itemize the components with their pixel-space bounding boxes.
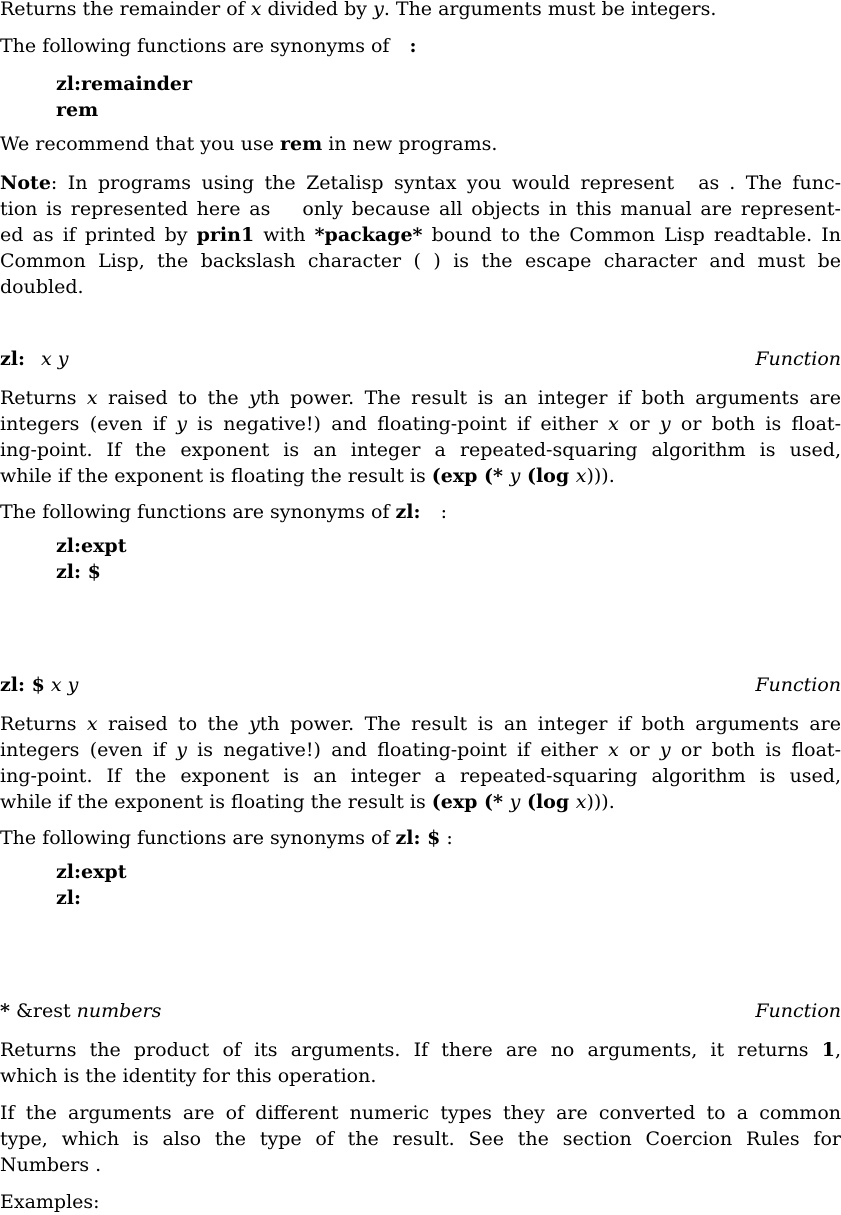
function-header: zl: x y Function (0, 348, 841, 370)
coercion-paragraph: If the arguments are of different numeric types they are converted to a common type, which is also the type of the result. See the section Coercion Rules for Numbers . (0, 1102, 841, 1176)
function-description: Returns x raised to the yth power. The result is an integer if both arguments are integers (even if y is negative!) and floating-point if either x or y or both is float- ing-point. If the exponent is an integer a repeated-squaring algorithm is used, while if the exponent is floating the result is (exp (* y (log x))). (0, 713, 841, 813)
function-kind: Function (755, 1000, 841, 1022)
synonym-item: zl: (56, 887, 82, 909)
function-name: zl: $ (0, 674, 45, 696)
recommendation: We recommend that you use rem in new programs. (0, 133, 498, 155)
examples-label: Examples: (0, 1191, 100, 1213)
function-description: Returns x raised to the yth power. The result is an integer if both arguments are integers (even if y is negative!) and floating-point if either x or y or both is float- ing-point. If the exponent is an integer a repeated-squaring algorithm is used, while if the exponent is floating the result is (exp (* y (log x))). (0, 387, 841, 487)
function-synonyms-intro: The following functions are synonyms of zl: : (0, 501, 447, 523)
synonym-item: zl:expt (56, 535, 127, 557)
function-name: zl: (0, 348, 26, 370)
function-description: Returns the product of its arguments. If there are no arguments, it returns 1, which is the identity for this operation. (0, 1039, 841, 1087)
function-kind: Function (755, 674, 841, 696)
function-kind: Function (755, 348, 841, 370)
note-paragraph: Note: In programs using the Zetalisp syntax you would represent as . The func- tion is represented here as only because all objects in this manual are represent- ed as if printed by prin1 with *package* bound to the Common Lisp readtable. In Common Lisp, the backslash character ( ) is the escape character and must be doubled. (0, 172, 841, 298)
function-synonyms-intro: The following functions are synonyms of zl: $ : (0, 827, 453, 849)
synonym-item: zl:remainder (56, 73, 192, 95)
synonym-item: zl: $ (56, 561, 101, 583)
function-name: * (0, 1000, 10, 1022)
synonym-item: rem (56, 99, 99, 121)
function-header: * &rest numbers Function (0, 1000, 841, 1022)
synonym-item: zl:expt (56, 861, 127, 883)
function-header: zl: $ x y Function (0, 674, 841, 696)
note-label: Note (0, 172, 51, 194)
remainder-description: Returns the remainder of x divided by y. The arguments must be integers. (0, 0, 717, 20)
remainder-synonyms-intro: The following functions are synonyms of : (0, 35, 417, 57)
arg-x: x (250, 0, 262, 20)
coercion-rules-reference: type, which is also the type of the result. See the section Coercion Rules for (0, 1128, 841, 1150)
arg-y: y (373, 0, 384, 20)
